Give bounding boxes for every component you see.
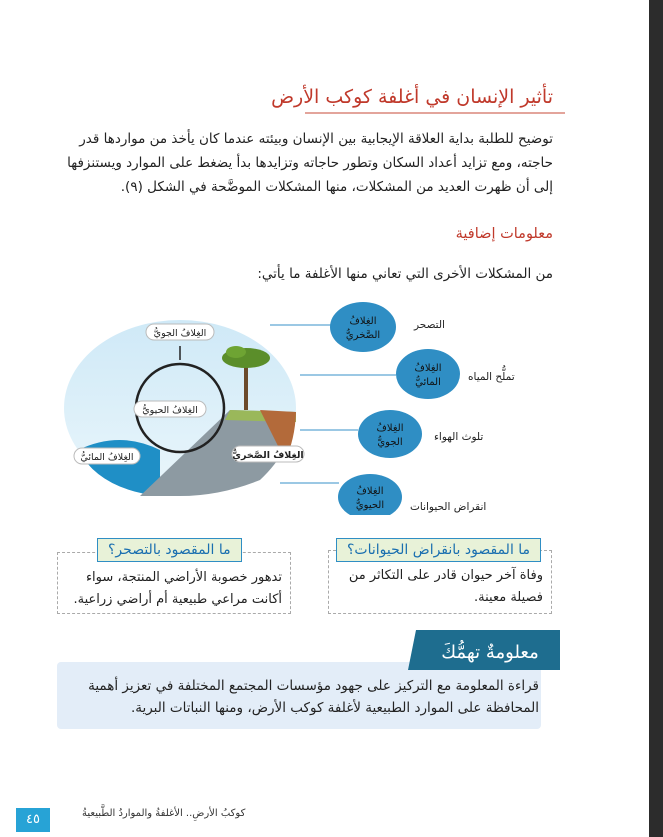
bubble-1-line2: الصَّخريُّ bbox=[345, 330, 381, 341]
atmosphere-bubble bbox=[358, 410, 422, 458]
bubble-2-line1: الغِلافُ bbox=[414, 363, 442, 374]
bubble-2-line2: المائيُّ bbox=[415, 377, 441, 388]
intro-paragraph: توضيح للطلبة بداية العلاقة الإيجابية بين الإنسان وبيئته عندما كان يأخذ من مواردها قدر حاجته، ومع تزايد أعداد السكان وتطور حاجاته وتزايدها بدأ يضغط على الموارد ويستنزفها إلى أن ظهرت العديد من المشكلات، منها المشكلات الموضَّحة في الشكل (٩). bbox=[67, 131, 553, 195]
hydrosphere-label: الغِلافُ المائيُّ bbox=[80, 452, 134, 463]
important-info-label: معلومةٌ تهمُّكَ bbox=[441, 642, 539, 663]
bubble-3-line2: الجويُّ bbox=[377, 437, 403, 448]
hydrosphere-bubble bbox=[396, 349, 460, 399]
desertification-question-label: ما المقصود بالتصحر؟ bbox=[97, 538, 242, 562]
bubble-1-line1: الغِلافُ bbox=[349, 316, 377, 327]
problem-desertification: التصحر bbox=[414, 319, 445, 331]
extra-info-heading: معلومات إضافية bbox=[455, 226, 553, 242]
section-title: تأثير الإنسان في أغلفة كوكب الأرض bbox=[271, 86, 553, 108]
problem-extinction: انقراض الحيوانات bbox=[410, 501, 487, 513]
viewer-edge bbox=[649, 0, 663, 837]
problem-salinization: تملُّح المياه bbox=[468, 371, 515, 383]
lithosphere-label: الغِلافُ الصَّخريُّ bbox=[232, 450, 304, 461]
problem-air-pollution: تلوث الهواء bbox=[434, 431, 484, 443]
title-underline bbox=[305, 112, 565, 114]
desertification-answer: تدهور خصوبة الأراضي المنتجة، سواء أكانت مراعي طبيعية أم أراضي زراعية. bbox=[73, 570, 282, 607]
bubble-4-line1: الغِلافُ bbox=[356, 486, 384, 497]
lead-text: من المشكلات الأخرى التي تعاني منها الأغلفة ما يأتي: bbox=[257, 266, 553, 282]
extinction-question-label: ما المقصود بانقراض الحيوانات؟ bbox=[336, 538, 541, 562]
atmosphere-label: الغِلافُ الجويُّ bbox=[153, 328, 207, 339]
bubble-3-line1: الغِلافُ bbox=[376, 423, 404, 434]
important-info-banner bbox=[408, 630, 560, 670]
bubble-4-line2: الحيويُّ bbox=[355, 500, 385, 511]
biosphere-label: الغِلافُ الحيويُّ bbox=[142, 405, 198, 416]
footer-text: كوكبُ الأرضِ.. الأغلفةُ والمواردُ الطَّبيعيةُ bbox=[82, 808, 246, 819]
important-info-text: قراءة المعلومة مع التركيز على جهود مؤسسات المجتمع المختلفة في تعزيز أهمية المحافظة على الموارد الطبيعية لأغلفة كوكب الأرض، ومنها النباتات البرية. bbox=[88, 678, 539, 716]
page-number: ٤٥ bbox=[16, 808, 50, 832]
extinction-answer: وفاة آخر حيوان قادر على التكاثر من فصيلة معينة. bbox=[348, 568, 543, 605]
earth-spheres-diagram bbox=[60, 300, 580, 515]
lithosphere-bubble bbox=[330, 302, 396, 352]
